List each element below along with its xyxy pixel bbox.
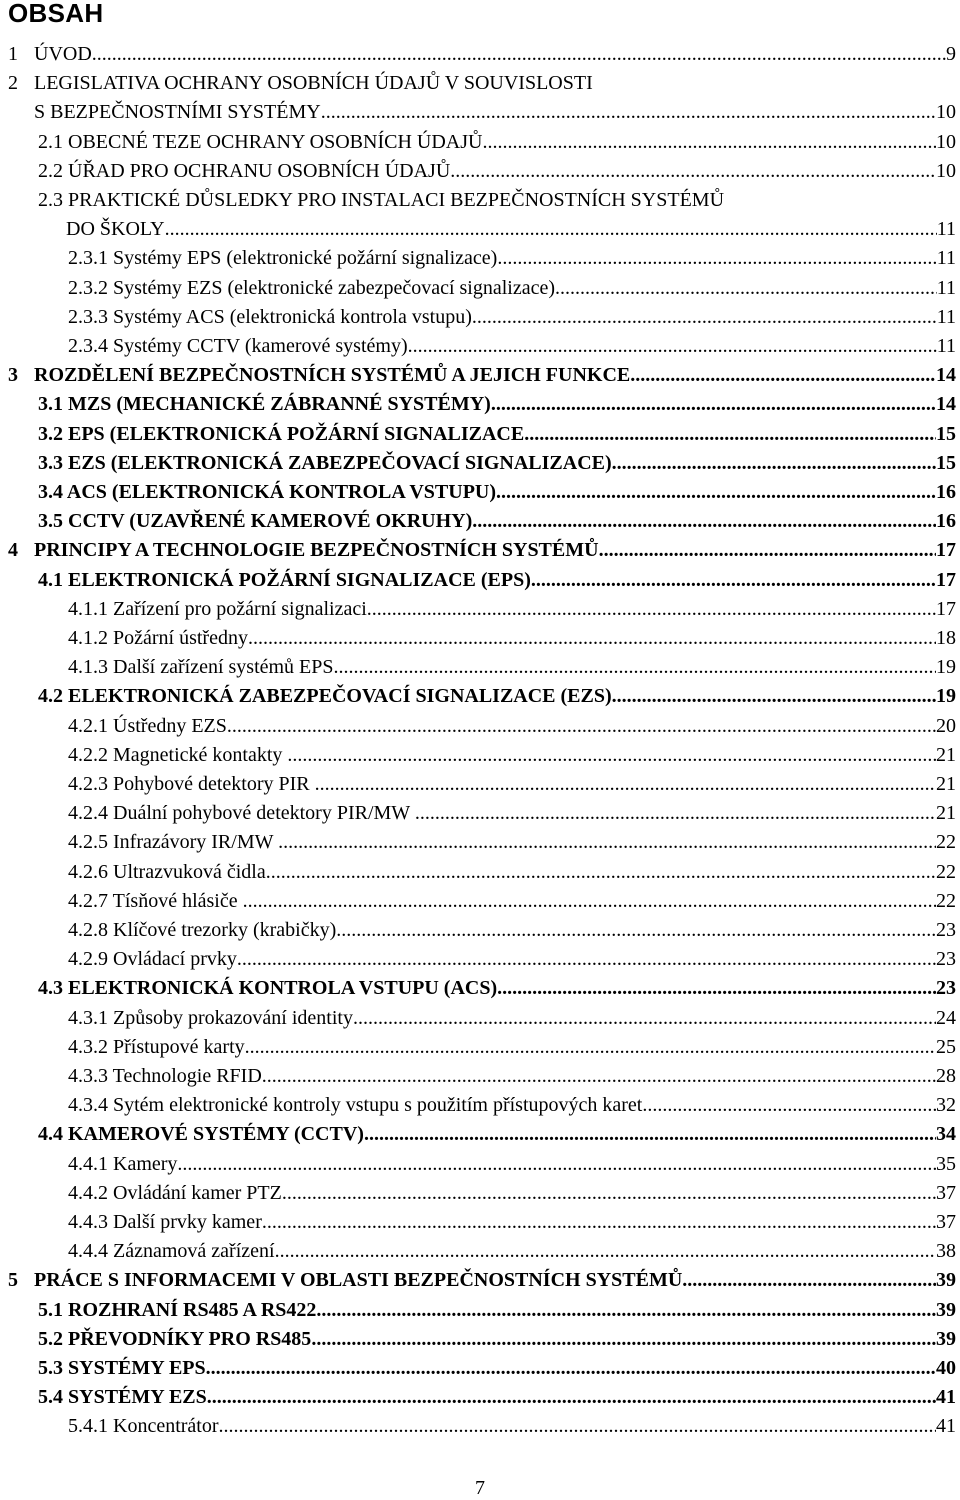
toc-entry[interactable] bbox=[0, 1004, 960, 1033]
toc-entry-title: 4.3 ELEKTRONICKÁ KONTROLA VSTUPU (ACS) bbox=[38, 977, 498, 1000]
toc-entry[interactable] bbox=[0, 449, 960, 478]
toc-dot-leader bbox=[497, 244, 936, 273]
toc-entry[interactable] bbox=[0, 332, 960, 361]
toc-entry-page: 40 bbox=[936, 1357, 956, 1379]
toc-dot-leader bbox=[275, 1237, 936, 1266]
toc-entry[interactable] bbox=[0, 595, 960, 624]
toc-dot-leader bbox=[262, 1062, 936, 1091]
toc-entry[interactable] bbox=[0, 1296, 960, 1325]
toc-entry[interactable] bbox=[0, 40, 960, 69]
toc-entry-title: 4.4 KAMEROVÉ SYSTÉMY (CCTV) bbox=[38, 1123, 364, 1146]
toc-entry-number: 3 bbox=[8, 364, 18, 387]
toc-dot-leader bbox=[364, 1120, 936, 1149]
toc-entry-page: 15 bbox=[936, 422, 956, 445]
toc-entry-title: 4.2.2 Magnetické kontakty bbox=[68, 743, 288, 766]
toc-entry-page: 14 bbox=[936, 364, 956, 387]
toc-dot-leader bbox=[472, 303, 937, 332]
toc-entry-page: 18 bbox=[936, 627, 956, 649]
toc-entry-title: 5.4.1 Koncentrátor bbox=[68, 1415, 219, 1438]
toc-dot-leader bbox=[315, 770, 936, 799]
toc-entry[interactable] bbox=[0, 215, 960, 244]
toc-entry-page: 19 bbox=[936, 685, 956, 708]
toc-dot-leader bbox=[237, 945, 936, 974]
toc-entry-title: 3.4 ACS (ELEKTRONICKÁ KONTROLA VSTUPU) bbox=[38, 481, 497, 503]
toc-entry[interactable] bbox=[0, 1208, 960, 1237]
toc-entry-title: 4.1.3 Další zařízení systémů EPS bbox=[68, 656, 334, 679]
toc-entry-page: 10 bbox=[936, 101, 956, 124]
toc-entry-page: 25 bbox=[936, 1035, 956, 1058]
toc-entry-title: 4.1.1 Zařízení pro požární signalizaci bbox=[68, 597, 367, 620]
toc-dot-leader bbox=[165, 215, 937, 244]
toc-entry[interactable] bbox=[0, 828, 960, 857]
toc-dot-leader bbox=[266, 858, 936, 887]
toc-dot-leader bbox=[682, 1266, 936, 1295]
toc-dot-leader bbox=[630, 361, 936, 390]
toc-dot-leader bbox=[227, 712, 936, 741]
toc-entry-page: 19 bbox=[936, 656, 956, 679]
toc-entry[interactable] bbox=[0, 69, 960, 98]
toc-dot-leader bbox=[177, 1150, 936, 1179]
toc-dot-leader bbox=[491, 390, 936, 419]
toc-entry-page: 17 bbox=[936, 539, 956, 562]
toc-entry-page: 34 bbox=[936, 1123, 956, 1146]
toc-dot-leader bbox=[334, 653, 936, 682]
toc-entry-page: 28 bbox=[936, 1065, 956, 1087]
toc-entry-page: 41 bbox=[936, 1386, 956, 1409]
toc-entry-page: 22 bbox=[936, 860, 956, 883]
toc-dot-leader bbox=[278, 828, 936, 857]
toc-dot-leader bbox=[408, 332, 937, 361]
toc-entry-page: 21 bbox=[936, 773, 956, 795]
toc-entry-title: 2.3.3 Systémy ACS (elektronická kontrola vstupu) bbox=[68, 305, 472, 328]
toc-entry[interactable] bbox=[0, 887, 960, 916]
toc-dot-leader bbox=[642, 1091, 936, 1120]
toc-entry-title: 2.3 PRAKTICKÉ DŮSLEDKY PRO INSTALACI BEZPEČNOSTNÍCH SYSTÉMŮ bbox=[38, 189, 725, 211]
toc-entry-title: 3.1 MZS (MECHANICKÉ ZÁBRANNÉ SYSTÉMY) bbox=[38, 393, 491, 416]
toc-entry-page: 39 bbox=[936, 1327, 956, 1350]
toc-entry-page: 23 bbox=[936, 948, 956, 971]
toc-entry-title: PRINCIPY A TECHNOLOGIE BEZPEČNOSTNÍCH SYSTÉMŮ bbox=[34, 539, 599, 562]
toc-entry-page: 11 bbox=[936, 276, 956, 299]
toc-dot-leader bbox=[282, 1179, 936, 1208]
toc-entry-page: 17 bbox=[936, 568, 956, 591]
toc-entry-page: 16 bbox=[936, 510, 956, 533]
toc-entry-page: 14 bbox=[936, 393, 956, 416]
toc-entry[interactable] bbox=[0, 916, 960, 945]
toc-entry[interactable] bbox=[0, 1354, 960, 1383]
toc-entry-title: 5.3 SYSTÉMY EPS bbox=[38, 1357, 206, 1379]
toc-entry[interactable] bbox=[0, 274, 960, 303]
toc-entry-title: 4.2.6 Ultrazvuková čidla bbox=[68, 860, 266, 883]
toc-entry[interactable] bbox=[0, 157, 960, 186]
toc-entry-page: 11 bbox=[936, 335, 956, 357]
toc-entry-page: 21 bbox=[936, 802, 956, 825]
toc-entry-page: 16 bbox=[936, 481, 956, 503]
toc-entry-page: 23 bbox=[936, 919, 956, 941]
toc-entry-title: 2.2 ÚŘAD PRO OCHRANU OSOBNÍCH ÚDAJŮ bbox=[38, 159, 451, 182]
toc-dot-leader bbox=[336, 916, 936, 945]
toc-entry-page: 9 bbox=[946, 43, 956, 65]
toc-entry-title: ÚVOD bbox=[34, 43, 92, 65]
toc-dot-leader bbox=[92, 40, 946, 69]
toc-entry-title: DO ŠKOLY bbox=[66, 218, 165, 241]
toc-dot-leader bbox=[207, 1383, 936, 1412]
toc-entry-title: 4.2.5 Infrazávory IR/MW bbox=[68, 831, 279, 854]
toc-entry-title: 4.4.2 Ovládání kamer PTZ bbox=[68, 1181, 282, 1204]
toc-entry[interactable] bbox=[0, 478, 960, 507]
toc-entry-page: 23 bbox=[936, 977, 956, 1000]
toc-entry[interactable] bbox=[0, 98, 960, 127]
toc-entry-title: 4.2.1 Ústředny EZS bbox=[68, 714, 227, 737]
toc-entry-title: 4.2.9 Ovládací prvky bbox=[68, 948, 237, 971]
toc-entry-title: S BEZPEČNOSTNÍMI SYSTÉMY bbox=[34, 101, 321, 124]
toc-entry[interactable] bbox=[0, 1120, 960, 1149]
toc-entry[interactable] bbox=[0, 858, 960, 887]
toc-entry[interactable] bbox=[0, 712, 960, 741]
toc-entry-page: 10 bbox=[936, 159, 956, 182]
toc-entry[interactable] bbox=[0, 682, 960, 711]
toc-entry-page: 35 bbox=[936, 1152, 956, 1175]
toc-entry-title: 4.2.7 Tísňové hlásiče bbox=[68, 889, 243, 912]
toc-entry-title: 3.3 EZS (ELEKTRONICKÁ ZABEZPEČOVACÍ SIGNALIZACE) bbox=[38, 451, 612, 474]
toc-entry[interactable] bbox=[0, 1150, 960, 1179]
page-title: OBSAH bbox=[8, 0, 104, 28]
toc-dot-leader bbox=[496, 478, 936, 507]
toc-entry-page: 22 bbox=[936, 889, 956, 912]
toc-entry-title: 4.1 ELEKTRONICKÁ POŽÁRNÍ SIGNALIZACE (EPS) bbox=[38, 568, 531, 591]
toc-entry-title: 4.2 ELEKTRONICKÁ ZABEZPEČOVACÍ SIGNALIZACE (EZS) bbox=[38, 685, 612, 708]
toc-entry-title: PRÁCE S INFORMACEMI V OBLASTI BEZPEČNOSTNÍCH SYSTÉMŮ bbox=[34, 1269, 683, 1292]
toc-entry-page: 21 bbox=[936, 743, 956, 766]
toc-dot-leader bbox=[245, 1033, 936, 1062]
toc-entry[interactable] bbox=[0, 653, 960, 682]
toc-entry[interactable] bbox=[0, 1325, 960, 1354]
toc-dot-leader bbox=[321, 98, 936, 127]
toc-entry-title: 3.2 EPS (ELEKTRONICKÁ POŽÁRNÍ SIGNALIZACE bbox=[38, 422, 525, 445]
toc-dot-leader bbox=[248, 624, 936, 653]
toc-entry-page: 41 bbox=[936, 1415, 956, 1438]
toc-entry[interactable] bbox=[0, 799, 960, 828]
toc-entry-page: 37 bbox=[936, 1181, 956, 1204]
toc-entry-number: 5 bbox=[8, 1269, 18, 1292]
toc-entry-page: 39 bbox=[936, 1269, 956, 1292]
toc-entry-page: 17 bbox=[936, 597, 956, 620]
toc-entry-page: 38 bbox=[936, 1240, 956, 1263]
toc-entry-number: 2 bbox=[8, 72, 18, 95]
toc-dot-leader bbox=[243, 887, 936, 916]
toc-entry-number: 4 bbox=[8, 539, 18, 562]
toc-entry-title: 4.3.2 Přístupové karty bbox=[68, 1035, 245, 1058]
toc-dot-leader bbox=[482, 128, 936, 157]
toc-entry-title: 3.5 CCTV (UZAVŘENÉ KAMEROVÉ OKRUHY) bbox=[38, 510, 473, 533]
toc-entry-title: ROZDĚLENÍ BEZPEČNOSTNÍCH SYSTÉMŮ A JEJICH FUNKCE bbox=[34, 364, 631, 387]
toc-entry-page: 15 bbox=[936, 451, 956, 474]
toc-entry-title: 4.3.3 Technologie RFID bbox=[68, 1065, 262, 1087]
toc-entry[interactable] bbox=[0, 128, 960, 157]
toc-dot-leader bbox=[367, 595, 936, 624]
toc-entry[interactable] bbox=[0, 536, 960, 565]
toc-entry[interactable] bbox=[0, 1237, 960, 1266]
toc-dot-leader bbox=[497, 974, 936, 1003]
toc-entry[interactable] bbox=[0, 1062, 960, 1091]
toc-entry-page: 11 bbox=[936, 218, 956, 241]
toc-entry-page: 20 bbox=[936, 714, 956, 737]
toc-dot-leader bbox=[287, 741, 936, 770]
toc-dot-leader bbox=[612, 449, 936, 478]
toc-entry-title: 4.2.4 Duální pohybové detektory PIR/MW bbox=[68, 802, 415, 825]
toc-dot-leader bbox=[262, 1208, 936, 1237]
toc-entry[interactable] bbox=[0, 361, 960, 390]
toc-entry-page: 11 bbox=[936, 247, 956, 270]
toc-dot-leader bbox=[555, 274, 937, 303]
toc-entry-title: 2.1 OBECNÉ TEZE OCHRANY OSOBNÍCH ÚDAJŮ bbox=[38, 130, 483, 153]
toc-entry-page: 10 bbox=[936, 130, 956, 153]
toc-dot-leader bbox=[524, 420, 936, 449]
toc-entry[interactable] bbox=[0, 1033, 960, 1062]
toc-entry[interactable] bbox=[0, 244, 960, 273]
toc-dot-leader bbox=[599, 536, 936, 565]
toc-entry-page: 39 bbox=[936, 1298, 956, 1321]
toc-entry-title: 2.3.4 Systémy CCTV (kamerové systémy) bbox=[68, 335, 408, 357]
toc-entry-page: 11 bbox=[936, 305, 956, 328]
toc-entry[interactable] bbox=[0, 303, 960, 332]
toc-entry[interactable] bbox=[0, 770, 960, 799]
toc-entry-page: 24 bbox=[936, 1006, 956, 1029]
toc-entry-title: 4.2.3 Pohybové detektory PIR bbox=[68, 773, 315, 795]
toc-dot-leader bbox=[219, 1412, 936, 1441]
toc-entry[interactable] bbox=[0, 390, 960, 419]
toc-entry[interactable] bbox=[0, 186, 960, 215]
toc-dot-leader bbox=[415, 799, 936, 828]
toc-entry-title: 4.4.3 Další prvky kamer bbox=[68, 1211, 262, 1233]
toc-entry[interactable] bbox=[0, 1412, 960, 1441]
toc-entry[interactable] bbox=[0, 420, 960, 449]
toc-dot-leader bbox=[472, 507, 936, 536]
toc-entry-title: 4.4.4 Záznamová zařízení bbox=[68, 1240, 275, 1263]
toc-entry-page: 22 bbox=[936, 831, 956, 854]
toc-entry-title: 5.2 PŘEVODNÍKY PRO RS485 bbox=[38, 1327, 312, 1350]
toc-dot-leader bbox=[450, 157, 936, 186]
toc-entry-title: 4.3.4 Sytém elektronické kontroly vstupu s použitím přístupových karet bbox=[68, 1094, 643, 1117]
toc-entry[interactable] bbox=[0, 1179, 960, 1208]
toc-entry-page: 32 bbox=[936, 1094, 956, 1117]
toc-entry[interactable] bbox=[0, 1266, 960, 1295]
toc-entry-page: 37 bbox=[936, 1211, 956, 1233]
toc-entry-title: 2.3.1 Systémy EPS (elektronické požární signalizace) bbox=[68, 247, 498, 270]
toc-dot-leader bbox=[316, 1296, 936, 1325]
toc-entry-title: 5.4 SYSTÉMY EZS bbox=[38, 1386, 207, 1409]
toc-entry-title: 5.1 ROZHRANÍ RS485 A RS422 bbox=[38, 1298, 317, 1321]
toc-dot-leader bbox=[531, 566, 936, 595]
toc-entry[interactable] bbox=[0, 624, 960, 653]
toc-entry-title: 4.2.8 Klíčové trezorky (krabičky) bbox=[68, 919, 337, 941]
toc-entry-title: LEGISLATIVA OCHRANY OSOBNÍCH ÚDAJŮ V SOUVISLOSTI bbox=[34, 72, 593, 95]
toc-dot-leader bbox=[311, 1325, 936, 1354]
page-number: 7 bbox=[475, 1477, 485, 1499]
toc-entry[interactable] bbox=[0, 507, 960, 536]
toc-dot-leader bbox=[206, 1354, 936, 1383]
toc-entry-title: 2.3.2 Systémy EZS (elektronické zabezpečovací signalizace) bbox=[68, 276, 556, 299]
toc-entry[interactable] bbox=[0, 1383, 960, 1412]
toc-entry-title: 4.3.1 Způsoby prokazování identity bbox=[68, 1006, 353, 1029]
toc-dot-leader bbox=[353, 1004, 936, 1033]
toc-entry-title: 4.1.2 Požární ústředny bbox=[68, 627, 248, 649]
toc-entry[interactable] bbox=[0, 974, 960, 1003]
toc-entry[interactable] bbox=[0, 945, 960, 974]
toc-entry-title: 4.4.1 Kamery bbox=[68, 1152, 178, 1175]
toc-entry[interactable] bbox=[0, 1091, 960, 1120]
toc-entry[interactable] bbox=[0, 566, 960, 595]
toc-entry-number: 1 bbox=[8, 43, 18, 65]
toc-dot-leader bbox=[612, 682, 936, 711]
toc-entry[interactable] bbox=[0, 741, 960, 770]
